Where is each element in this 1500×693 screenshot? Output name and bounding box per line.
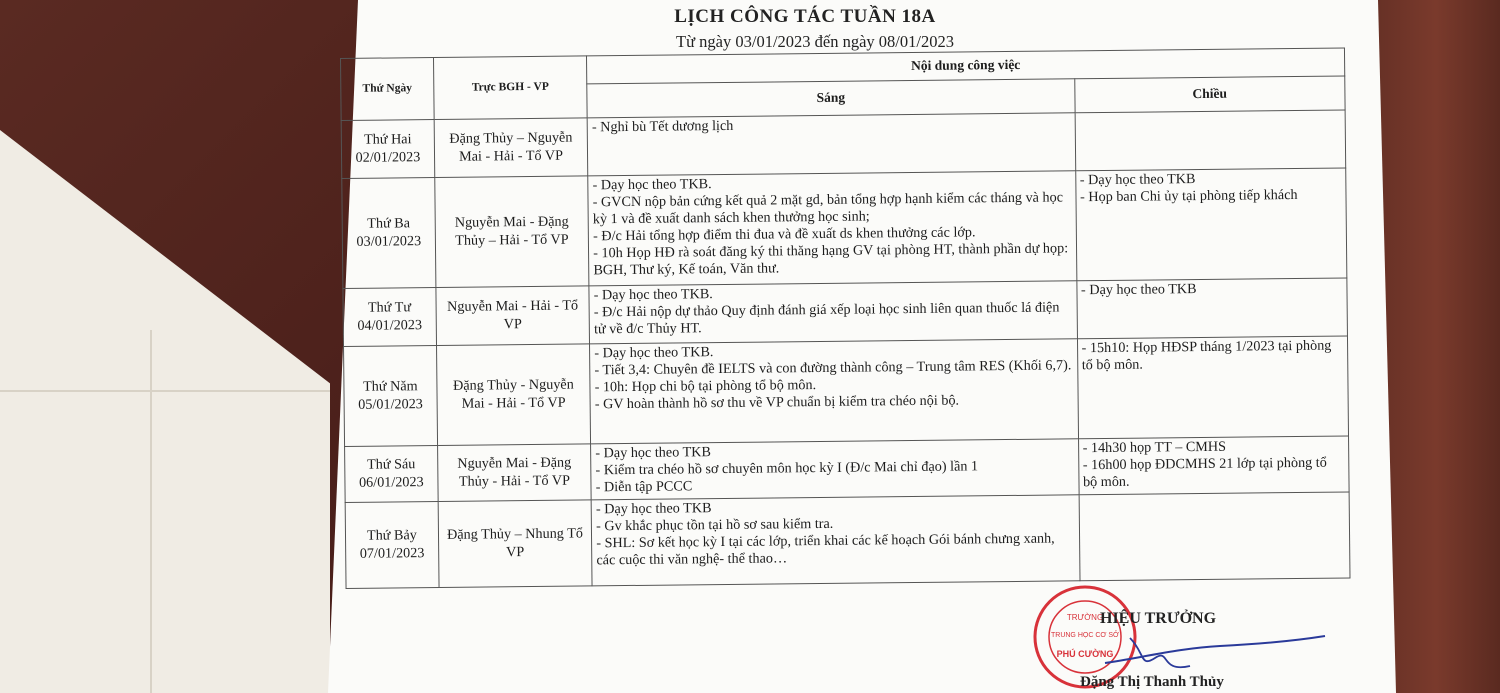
task-item: - Kiểm tra chéo hồ sơ chuyên môn học kỳ I (Đ/c Mai chỉ đạo) lần 1 (595, 458, 979, 479)
afternoon-tasks-cell (1075, 110, 1346, 171)
task-item: - 15h10: Họp HĐSP tháng 1/2023 tại phòng tổ bộ môn. (1081, 337, 1332, 374)
task-item: - Dạy học theo TKB. (592, 176, 712, 194)
task-item: - Nghỉ bù Tết dương lịch (591, 117, 734, 136)
day-name: Thứ Hai (363, 131, 412, 149)
task-item: - 10h: Họp chi bộ tại phòng tổ bộ môn. (594, 377, 817, 396)
header-morning: Sáng (587, 79, 1075, 118)
task-item: - Dạy học theo TKB. (594, 344, 714, 362)
afternoon-tasks-cell (1077, 336, 1348, 439)
schedule-row (342, 168, 1347, 289)
duty-cell: Đặng Thủy – Nguyễn Mai - Hải - Tổ VP (434, 118, 588, 178)
day-name: Thứ Ba (367, 215, 411, 233)
day-name: Thứ Bảy (366, 527, 417, 545)
svg-text:TRƯỜNG: TRƯỜNG (1066, 613, 1104, 622)
signer-title: HIỆU TRƯỞNG (1100, 610, 1217, 627)
document-title: LỊCH CÔNG TÁC TUẦN 18A (674, 6, 936, 27)
task-item: - Gv khắc phục tồn tại hồ sơ sau kiểm tra. (596, 515, 834, 535)
duty-cell: Đặng Thủy - Nguyễn Mai - Hải - Tổ VP (436, 344, 590, 446)
day-cell (341, 120, 434, 179)
svg-text:PHÚ CƯỜNG: PHÚ CƯỜNG (1056, 649, 1114, 659)
schedule-row (345, 436, 1350, 503)
schedule-row (341, 110, 1346, 179)
task-item: - Họp ban Chi ủy tại phòng tiếp khách (1079, 187, 1298, 206)
day-date: 04/01/2023 (357, 316, 423, 334)
day-cell (345, 446, 438, 503)
duty-cell: Nguyễn Mai - Đặng Thủy – Hải - Tổ VP (435, 176, 590, 288)
day-cell (342, 178, 436, 289)
task-item: - GV hoàn thành hồ sơ thu về VP chuẩn bị kiểm tra chéo nội bộ. (594, 392, 960, 413)
svg-text:TRUNG HỌC CƠ SỞ: TRUNG HỌC CƠ SỞ (1050, 632, 1120, 639)
schedule-row (343, 278, 1348, 347)
day-date: 02/01/2023 (355, 148, 421, 166)
day-date: 05/01/2023 (358, 395, 423, 413)
day-name: Thứ Năm (362, 378, 418, 396)
task-item: - Dạy học theo TKB (595, 500, 712, 518)
afternoon-tasks-cell (1079, 492, 1350, 581)
header-content: Nội dung công việc (587, 48, 1345, 84)
afternoon-tasks-cell (1075, 168, 1347, 281)
day-date: 06/01/2023 (358, 473, 424, 491)
schedule-row (345, 492, 1350, 589)
task-item: - Đ/c Hải tổng hợp điểm thi đua và đề xuất ds khen thưởng các lớp. (592, 224, 976, 245)
morning-tasks-cell (589, 281, 1077, 344)
duty-cell: Đặng Thủy – Nhung Tổ VP (438, 500, 592, 588)
day-date: 07/01/2023 (359, 544, 425, 562)
task-item: - Dạy học theo TKB (1080, 281, 1197, 299)
afternoon-tasks-cell (1076, 278, 1347, 339)
task-item: - SHL: Sơ kết học kỳ I tại các lớp, triển khai các kế hoạch Gói bánh chưng xanh, các cuộc thi văn nghệ- thể thao… (596, 530, 1055, 569)
day-name: Thứ Sáu (366, 456, 416, 474)
morning-tasks-cell (587, 113, 1075, 176)
morning-tasks-cell (591, 495, 1079, 586)
morning-tasks-cell (588, 171, 1076, 286)
day-cell (344, 346, 438, 447)
morning-tasks-cell (591, 439, 1079, 500)
header-day: Thứ Ngày (341, 58, 434, 121)
weekly-schedule-table (340, 47, 1351, 588)
day-cell (345, 501, 439, 588)
task-item: - Dạy học theo TKB (1079, 171, 1196, 189)
task-item: - 16h00 họp ĐDCMHS 21 lớp tại phòng tổ bộ môn. (1082, 454, 1327, 491)
signature (1100, 628, 1330, 678)
duty-cell: Nguyễn Mai - Đặng Thủy - Hải - Tổ VP (437, 444, 591, 502)
task-item: - Dạy học theo TKB (595, 444, 711, 462)
task-item: - Đ/c Hải nộp dự thảo Quy định đánh giá xếp loại học sinh liên quan thuốc lá điện tử về đ/c Thủy HT. (593, 299, 1060, 338)
task-item: - Diễn tập PCCC (595, 478, 693, 496)
day-date: 03/01/2023 (356, 232, 422, 250)
duty-cell: Nguyễn Mai - Hải - Tổ VP (436, 286, 590, 346)
header-afternoon: Chiều (1074, 76, 1345, 113)
signer-name: Đặng Thị Thanh Thủy (1080, 674, 1224, 690)
day-name: Thứ Tư (367, 299, 412, 317)
task-item: - 10h Họp HĐ rà soát đăng ký thi thăng hạng GV tại phòng HT, thành phần dự họp: BGH, Thư ký, Kế toán, Văn thư. (593, 240, 1069, 279)
document-subtitle: Từ ngày 03/01/2023 đến ngày 08/01/2023 (676, 32, 954, 51)
header-duty: Trực BGH - VP (433, 56, 587, 120)
task-item: - 14h30 họp TT – CMHS (1082, 438, 1227, 457)
task-item: - Dạy học theo TKB. (593, 286, 713, 304)
afternoon-tasks-cell (1078, 436, 1349, 495)
day-cell (343, 288, 436, 347)
task-item: - GVCN nộp bản cứng kết quả 2 mặt gd, bản tổng hợp hạnh kiểm các tháng và học kỳ 1 và đề xuất danh sách khen thưởng học sinh; (592, 189, 1064, 228)
morning-tasks-cell (590, 339, 1078, 444)
schedule-row (344, 336, 1349, 447)
task-item: - Tiết 3,4: Chuyên đề IELTS và con đường thành công – Trung tâm RES (Khối 6,7). (594, 357, 1072, 379)
